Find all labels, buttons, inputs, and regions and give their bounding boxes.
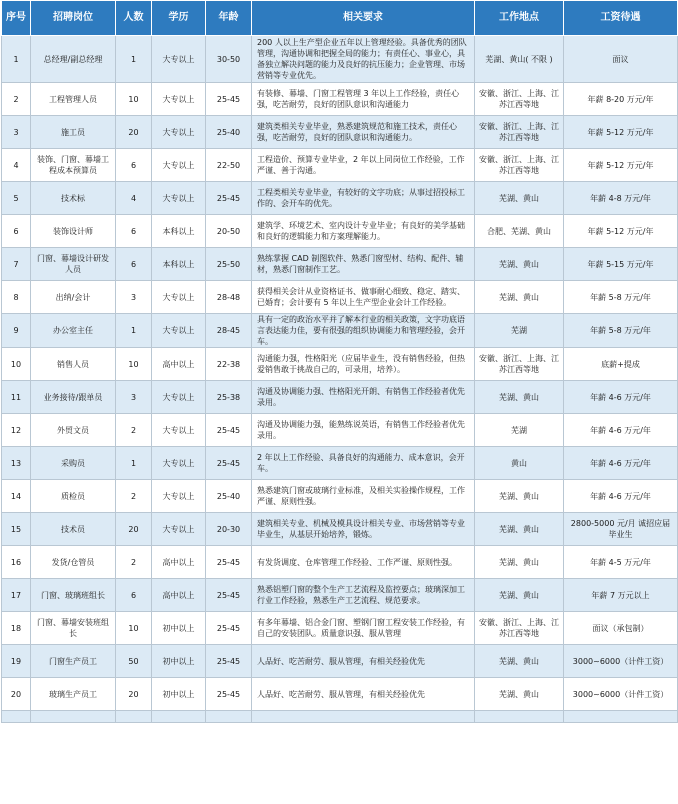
cell-count: 1: [116, 36, 152, 83]
cell-location: 黄山: [475, 447, 564, 480]
cell-requirements: 有多年幕墙、铝合金门窗、塑钢门窗工程安装工作经验，有自己的安装团队。质量意识强、服从管理: [252, 612, 475, 645]
cell-salary: 年薪 5-8 万元/年: [564, 314, 678, 348]
cell-age: 25-45: [206, 414, 252, 447]
cell-location: 安徽、浙江、上海、江苏江西等地: [475, 348, 564, 381]
cell-position: 门窗生产员工: [31, 645, 116, 678]
cell-no: 20: [2, 678, 31, 711]
cell-requirements: 建筑学、环境艺术、室内设计专业毕业；有良好的美学基础和良好的逻辑能力和方案理解能力。: [252, 215, 475, 248]
table-row: [2, 182, 678, 215]
cell-salary: 面议: [564, 36, 678, 83]
cell-no: 13: [2, 447, 31, 480]
cell-location: 安徽、浙江、上海、江苏江西等地: [475, 612, 564, 645]
table-row: [2, 149, 678, 182]
cell-requirements: 工程造价、预算专业毕业，2 年以上同岗位工作经验，工作严谨、善于沟通。: [252, 149, 475, 182]
cell-education: 大专以上: [152, 116, 206, 149]
cell-location: 安徽、浙江、上海、江苏江西等地: [475, 116, 564, 149]
cell-no: 18: [2, 612, 31, 645]
cell-requirements: 沟通能力强，性格阳光（应届毕业生，没有销售经验，但热爱销售敢于挑战自己的，可录用，培养）。: [252, 348, 475, 381]
cell-requirements: 获得相关会计从业资格证书、做事耐心细致、稳定、踏实、已婚育；会计要有 5 年以上生产型企业会计工作经验。: [252, 281, 475, 314]
cell-position: 质检员: [31, 480, 116, 513]
cell-count: 6: [116, 149, 152, 182]
cell-location: 芜湖、黄山: [475, 281, 564, 314]
cell-requirements: 有发货调度、仓库管理工作经验、工作严谨、原则性强。: [252, 546, 475, 579]
table-row: [2, 678, 678, 711]
cell-no: 14: [2, 480, 31, 513]
cell-salary: 3000~6000（计件工资）: [564, 645, 678, 678]
cell-education: 初中以上: [152, 678, 206, 711]
cell-salary: 面议（承包制）: [564, 612, 678, 645]
cell-age: 20-50: [206, 215, 252, 248]
cell-count: 3: [116, 281, 152, 314]
cell-requirements: 建筑相关专业、机械及模具设计相关专业、市场营销等专业毕业生，从基层开始培养，锻炼。: [252, 513, 475, 546]
cell-salary: 年薪 8-20 万元/年: [564, 83, 678, 116]
cell-count: 50: [116, 645, 152, 678]
cell-salary: 年薪 4-5 万元/年: [564, 546, 678, 579]
cell-count: 1: [116, 447, 152, 480]
table-row: [2, 36, 678, 83]
cell-requirements: 沟通及协调能力强，能熟练说英语，有销售工作经验者优先录用。: [252, 414, 475, 447]
cell-location: 安徽、浙江、上海、江苏江西等地: [475, 149, 564, 182]
table-row: [2, 579, 678, 612]
cell-education: 大专以上: [152, 149, 206, 182]
cell-count: 2: [116, 480, 152, 513]
cell-salary: 年薪 7 万元以上: [564, 579, 678, 612]
cell-count: 20: [116, 116, 152, 149]
cell-position: 办公室主任: [31, 314, 116, 348]
cell-count: 4: [116, 182, 152, 215]
table-row: [2, 480, 678, 513]
recruitment-table: [1, 0, 678, 723]
cell-requirements: 熟练掌握 CAD 制图软件、熟悉门窗型材、结构、配件、辅材，熟悉门窗制作工艺。: [252, 248, 475, 281]
header-education: 学历: [152, 1, 206, 36]
cell-salary: 年薪 4-8 万元/年: [564, 182, 678, 215]
cell-no: 2: [2, 83, 31, 116]
empty-cell: [564, 711, 678, 723]
cell-no: 9: [2, 314, 31, 348]
cell-no: 4: [2, 149, 31, 182]
cell-age: 22-50: [206, 149, 252, 182]
empty-cell: [31, 711, 116, 723]
cell-education: 初中以上: [152, 645, 206, 678]
cell-count: 3: [116, 381, 152, 414]
cell-location: 芜湖、黄山( 不限 ): [475, 36, 564, 83]
cell-education: 大专以上: [152, 447, 206, 480]
cell-no: 6: [2, 215, 31, 248]
cell-no: 3: [2, 116, 31, 149]
cell-salary: 年薪 4-6 万元/年: [564, 447, 678, 480]
cell-no: 8: [2, 281, 31, 314]
cell-location: 芜湖、黄山: [475, 678, 564, 711]
cell-position: 装饰、门窗、幕墙工程成本预算员: [31, 149, 116, 182]
cell-count: 2: [116, 546, 152, 579]
table-row: [2, 546, 678, 579]
cell-count: 6: [116, 215, 152, 248]
header-requirements: 相关要求: [252, 1, 475, 36]
table-row: [2, 612, 678, 645]
cell-requirements: 2 年以上工作经验、具备良好的沟通能力、成本意识，会开车。: [252, 447, 475, 480]
cell-education: 大专以上: [152, 414, 206, 447]
cell-requirements: 建筑类相关专业毕业，熟悉建筑规范和施工技术，责任心强，吃苦耐劳，良好的团队意识和沟通能力。: [252, 116, 475, 149]
cell-position: 销售人员: [31, 348, 116, 381]
cell-age: 22-38: [206, 348, 252, 381]
cell-position: 出纳/会计: [31, 281, 116, 314]
empty-cell: [2, 711, 31, 723]
cell-education: 高中以上: [152, 348, 206, 381]
cell-education: 大专以上: [152, 36, 206, 83]
table-row: [2, 281, 678, 314]
cell-position: 工程管理人员: [31, 83, 116, 116]
cell-age: 25-45: [206, 645, 252, 678]
cell-salary: 底薪+提成: [564, 348, 678, 381]
cell-position: 门窗、玻璃班组长: [31, 579, 116, 612]
header-row: [2, 1, 678, 36]
cell-position: 技术员: [31, 513, 116, 546]
cell-position: 采购员: [31, 447, 116, 480]
header-age: 年龄: [206, 1, 252, 36]
cell-salary: 2800-5000 元/月 诚招应届毕业生: [564, 513, 678, 546]
cell-requirements: 200 人以上生产型企业五年以上管理经验。具备优秀的团队管理，沟通协调和把握全局的能力；有责任心、事业心，具备独立解决问题的能力及良好的抗压能力；企业管理、市场营销等专业优先。: [252, 36, 475, 83]
cell-position: 发货/仓管员: [31, 546, 116, 579]
header-position: 招聘岗位: [31, 1, 116, 36]
cell-education: 大专以上: [152, 281, 206, 314]
cell-salary: 年薪 5-15 万元/年: [564, 248, 678, 281]
cell-location: 安徽、浙江、上海、江苏江西等地: [475, 83, 564, 116]
cell-no: 5: [2, 182, 31, 215]
empty-cell: [152, 711, 206, 723]
cell-no: 16: [2, 546, 31, 579]
table-row: [2, 447, 678, 480]
table-row: [2, 348, 678, 381]
cell-education: 本科以上: [152, 248, 206, 281]
cell-education: 大专以上: [152, 314, 206, 348]
cell-position: 外贸文员: [31, 414, 116, 447]
cell-education: 高中以上: [152, 579, 206, 612]
cell-age: 25-40: [206, 116, 252, 149]
cell-no: 7: [2, 248, 31, 281]
cell-requirements: 人品好、吃苦耐劳、服从管理，有相关经验优先: [252, 678, 475, 711]
cell-education: 高中以上: [152, 546, 206, 579]
cell-count: 2: [116, 414, 152, 447]
cell-position: 总经理/副总经理: [31, 36, 116, 83]
header-count: 人数: [116, 1, 152, 36]
cell-count: 6: [116, 248, 152, 281]
cell-position: 技术标: [31, 182, 116, 215]
cell-no: 1: [2, 36, 31, 83]
cell-requirements: 工程类相关专业毕业，有较好的文字功底；从事过招投标工作的、会开车的优先。: [252, 182, 475, 215]
cell-requirements: 熟悉建筑门窗或玻璃行业标准，及相关实验操作规程，工作严谨、原则性强。: [252, 480, 475, 513]
cell-position: 玻璃生产员工: [31, 678, 116, 711]
cell-age: 30-50: [206, 36, 252, 83]
cell-location: 芜湖、黄山: [475, 546, 564, 579]
cell-salary: 年薪 4-6 万元/年: [564, 381, 678, 414]
cell-age: 25-38: [206, 381, 252, 414]
cell-salary: 3000~6000（计件工资）: [564, 678, 678, 711]
cell-age: 25-45: [206, 83, 252, 116]
cell-salary: 年薪 5-12 万元/年: [564, 215, 678, 248]
cell-no: 19: [2, 645, 31, 678]
cell-age: 20-30: [206, 513, 252, 546]
table-body: [2, 36, 678, 723]
cell-age: 25-45: [206, 678, 252, 711]
header-salary: 工资待遇: [564, 1, 678, 36]
cell-education: 大专以上: [152, 182, 206, 215]
cell-education: 大专以上: [152, 513, 206, 546]
cell-no: 15: [2, 513, 31, 546]
table-row: [2, 83, 678, 116]
cell-no: 12: [2, 414, 31, 447]
cell-location: 芜湖、黄山: [475, 480, 564, 513]
cell-salary: 年薪 5-12 万元/年: [564, 116, 678, 149]
empty-cell: [116, 711, 152, 723]
cell-requirements: 熟悉铝塑门窗的整个生产工艺流程及监控要点；玻璃深加工行业工作经验，熟悉生产工艺流程、规范要求。: [252, 579, 475, 612]
table-row: [2, 248, 678, 281]
cell-count: 20: [116, 678, 152, 711]
cell-location: 芜湖、黄山: [475, 182, 564, 215]
header-location: 工作地点: [475, 1, 564, 36]
cell-position: 门窗、幕墙安装班组长: [31, 612, 116, 645]
cell-count: 1: [116, 314, 152, 348]
cell-position: 业务接待/跟单员: [31, 381, 116, 414]
cell-location: 芜湖、黄山: [475, 579, 564, 612]
cell-age: 25-45: [206, 182, 252, 215]
cell-count: 10: [116, 612, 152, 645]
table-row: [2, 215, 678, 248]
table-row: [2, 645, 678, 678]
cell-education: 本科以上: [152, 215, 206, 248]
cell-age: 25-45: [206, 579, 252, 612]
cell-position: 装饰设计师: [31, 215, 116, 248]
cell-education: 大专以上: [152, 381, 206, 414]
cell-location: 芜湖: [475, 314, 564, 348]
table-row: [2, 513, 678, 546]
cell-age: 25-50: [206, 248, 252, 281]
empty-cell: [252, 711, 475, 723]
cell-salary: 年薪 4-6 万元/年: [564, 414, 678, 447]
cell-requirements: 人品好、吃苦耐劳、服从管理，有相关经验优先: [252, 645, 475, 678]
cell-count: 10: [116, 348, 152, 381]
cell-education: 大专以上: [152, 83, 206, 116]
cell-no: 17: [2, 579, 31, 612]
cell-age: 25-45: [206, 612, 252, 645]
table-row: [2, 314, 678, 348]
table-row: [2, 381, 678, 414]
cell-requirements: 具有一定的政治水平并了解本行业的相关政策，文字功底语言表达能力佳，要有很强的组织协调能力和管理经验，会开车。: [252, 314, 475, 348]
empty-cell: [206, 711, 252, 723]
table-row: [2, 116, 678, 149]
empty-cell: [475, 711, 564, 723]
cell-location: 芜湖、黄山: [475, 513, 564, 546]
cell-position: 门窗、幕墙设计研发人员: [31, 248, 116, 281]
cell-count: 6: [116, 579, 152, 612]
table-row: [2, 414, 678, 447]
cell-location: 芜湖、黄山: [475, 248, 564, 281]
cell-location: 芜湖、黄山: [475, 645, 564, 678]
cell-education: 大专以上: [152, 480, 206, 513]
cell-age: 28-48: [206, 281, 252, 314]
header-no: 序号: [2, 1, 31, 36]
cell-location: 芜湖、黄山: [475, 381, 564, 414]
cell-age: 28-45: [206, 314, 252, 348]
cell-age: 25-45: [206, 546, 252, 579]
cell-salary: 年薪 5-12 万元/年: [564, 149, 678, 182]
cell-education: 初中以上: [152, 612, 206, 645]
cell-salary: 年薪 5-8 万元/年: [564, 281, 678, 314]
cell-position: 施工员: [31, 116, 116, 149]
cell-age: 25-45: [206, 447, 252, 480]
cell-count: 10: [116, 83, 152, 116]
cell-requirements: 有装修、幕墙、门窗工程管理 3 年以上工作经验，责任心强，吃苦耐劳，良好的团队意识和沟通能力: [252, 83, 475, 116]
cell-no: 10: [2, 348, 31, 381]
table-footer-row: [2, 711, 678, 723]
cell-requirements: 沟通及协调能力强、性格阳光开朗、有销售工作经验者优先录用。: [252, 381, 475, 414]
cell-age: 25-40: [206, 480, 252, 513]
cell-salary: 年薪 4-6 万元/年: [564, 480, 678, 513]
cell-no: 11: [2, 381, 31, 414]
cell-count: 20: [116, 513, 152, 546]
cell-location: 合肥、芜湖、黄山: [475, 215, 564, 248]
cell-location: 芜湖: [475, 414, 564, 447]
